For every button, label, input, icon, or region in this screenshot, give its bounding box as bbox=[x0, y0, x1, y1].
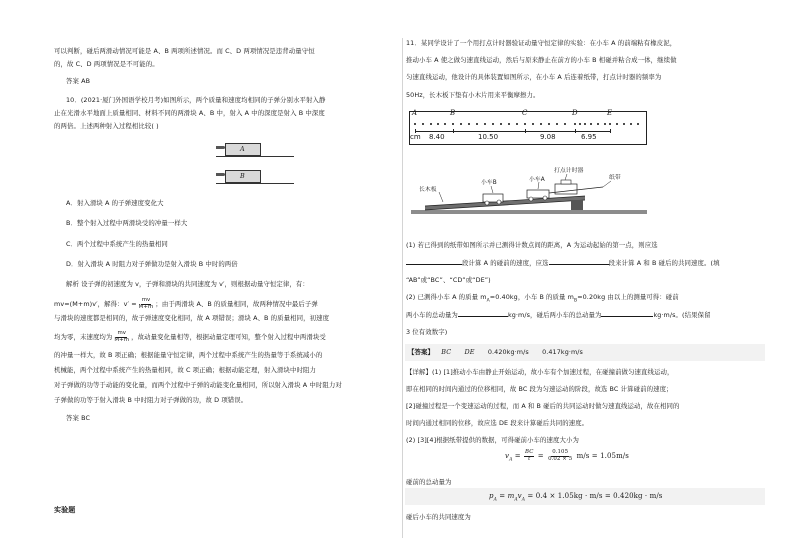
tape-dot bbox=[414, 123, 416, 125]
eq-text: = m bbox=[496, 492, 515, 500]
tape-bracket bbox=[415, 131, 610, 132]
question-text: 两小车的总动量为 bbox=[406, 311, 458, 319]
solution-line: 子弹做的功等于射入滑块 B 中时阻力对子弹做的功，故 D 项错误。 bbox=[54, 396, 248, 404]
eq-sign: = bbox=[514, 452, 521, 461]
question-text: kg·m/s。(结果保留 bbox=[653, 311, 711, 319]
answer-line: 答案 BC bbox=[66, 414, 91, 422]
tape-label-e: E bbox=[607, 109, 613, 117]
question-line: 止在光滑水平地面上质量相同、材料不同的两滑块 A、B 中，射入 A 中的深度是射入 B 中深度 bbox=[54, 109, 325, 117]
question-line: 50Hz，长木板下垫有小木片用来平衡摩擦力。 bbox=[406, 91, 540, 99]
tape-dot bbox=[630, 123, 632, 125]
tape-dot bbox=[508, 123, 510, 125]
detail-line: 即在相同的时间内通过的位移相同，故 BC 段为匀速运动的阶段，故选 BC 计算碰前的速度； bbox=[406, 385, 673, 393]
tape-dot bbox=[597, 123, 599, 125]
fraction-den: t bbox=[528, 455, 531, 462]
fraction-num: mv bbox=[141, 297, 151, 303]
subscript: B bbox=[574, 298, 578, 304]
tape-dot bbox=[540, 123, 542, 125]
eq-rest: m/s = 1.05m/s bbox=[576, 452, 629, 461]
question-line: 匀速直线运动，他设计的具体装置如图所示，在小车 A 后连着纸带，打点计时器的频率为 bbox=[406, 73, 662, 81]
tape-dot bbox=[609, 123, 611, 125]
answer-2: DE bbox=[464, 348, 475, 356]
solution-line: 解析 设子弹的初速度为 v，子弹和滑块的共同速度为 v′，则根据动量守恒定律，有： bbox=[66, 280, 309, 288]
tape-dot bbox=[524, 123, 526, 125]
apparatus-diagram bbox=[405, 160, 655, 220]
solution-text: ，故动量变化量相等，根据动量定理可知，整个射入过程中两滑块受 bbox=[131, 333, 326, 342]
answer-blank-3[interactable] bbox=[458, 316, 508, 317]
tape-dot bbox=[532, 123, 534, 125]
fraction bbox=[524, 450, 534, 462]
fraction-num: BC bbox=[525, 449, 534, 455]
question-text: 段计算 A 的碰前的速度，应选 bbox=[462, 259, 549, 267]
detail-line: (2) [3][4]根据纸带提供的数据，可得碰前小车的速度大小为 bbox=[406, 436, 579, 444]
tape-label-a: A bbox=[412, 109, 418, 117]
ground-line bbox=[216, 156, 294, 157]
eq-symbol: v bbox=[505, 452, 510, 461]
tape-segment-bc: 10.50 bbox=[478, 133, 499, 141]
tape-dot bbox=[637, 123, 639, 125]
answer-tag: 【答案】 bbox=[408, 348, 434, 356]
question-line: 推动小车 A 使之做匀速直线运动，然后与原来静止在前方的小车 B 相碰并粘合成一体，继续做 bbox=[406, 56, 677, 64]
block-b-label: B bbox=[240, 172, 245, 180]
question-line: “AB”或“BC”、“CD”或“DE”) bbox=[406, 276, 491, 284]
tape-label-d: D bbox=[572, 109, 578, 117]
tape-dot bbox=[616, 123, 618, 125]
tape-dot bbox=[516, 123, 518, 125]
column-divider bbox=[402, 38, 403, 538]
answer-4: 0.417kg·m/s bbox=[542, 348, 583, 356]
question-text: 段来计算 A 和 B 碰后的共同速度。(填 bbox=[608, 259, 720, 267]
tape-dot bbox=[584, 123, 586, 125]
tape-dot bbox=[444, 123, 446, 125]
fraction-den: M+m bbox=[114, 336, 130, 343]
answer-blank-4[interactable] bbox=[601, 316, 653, 317]
tape-dot bbox=[604, 123, 606, 125]
tape-segment-cd: 9.08 bbox=[540, 133, 556, 141]
question-line: 3 位有效数字) bbox=[406, 328, 448, 336]
solution-text: 均为零，末速度均为 bbox=[54, 333, 113, 342]
solution-line bbox=[54, 298, 318, 310]
tape-dot bbox=[492, 123, 494, 125]
tape-label: 纸带 bbox=[609, 175, 621, 181]
fraction-num: 0.105 bbox=[552, 449, 569, 455]
answer-3: 0.420kg·m/s bbox=[487, 348, 529, 356]
text-line: 的，故 C、D 两项情况是不可能的。 bbox=[54, 60, 159, 68]
eq-subscript: A bbox=[514, 497, 518, 503]
tape-dot bbox=[548, 123, 550, 125]
fraction bbox=[547, 450, 573, 462]
eq-symbol: p bbox=[489, 492, 494, 500]
left-column bbox=[40, 0, 400, 560]
tape-dot bbox=[422, 123, 424, 125]
tape-dot bbox=[452, 123, 454, 125]
eq-subscript: A bbox=[493, 497, 497, 503]
fraction-num: mv bbox=[117, 330, 127, 336]
section-heading: 实验题 bbox=[54, 506, 76, 514]
ground-line bbox=[216, 183, 294, 184]
tape-dot bbox=[590, 123, 592, 125]
tape-dot bbox=[556, 123, 558, 125]
tape-dot bbox=[437, 123, 439, 125]
tape-dot bbox=[574, 123, 576, 125]
question-text: =0.40kg，小车 B 的质量 m bbox=[489, 293, 574, 301]
question-line bbox=[406, 294, 679, 304]
text-line: 可以判断，碰后两滑动情况可能是 A、B 两项所述情况。而 C、D 两项情况是违背动量守恒 bbox=[54, 47, 315, 55]
tape-tick bbox=[610, 129, 611, 133]
question-line: 10．(2021·厦门外国语学校月考)如图所示，两个质量和速度均相同的子弹分别水平射入静 bbox=[66, 96, 326, 104]
detail-line: 碰后小车的共同速度为 bbox=[406, 513, 471, 521]
tape-dot bbox=[476, 123, 478, 125]
tape-dot bbox=[430, 123, 432, 125]
question-text: kg·m/s，碰后两小车的总动量为 bbox=[507, 311, 602, 319]
subscript: A bbox=[486, 298, 490, 304]
question-line bbox=[406, 260, 720, 266]
option-c: C．两个过程中系统产生的热量相同 bbox=[66, 240, 168, 248]
option-b: B．整个射入过程中两滑块受的冲量一样大 bbox=[66, 219, 188, 227]
detail-line: [2]碰撞过程是一个变速运动的过程，而 A 和 B 碰后的共同运动时做匀速直线运动，故在相同的 bbox=[406, 402, 680, 410]
bullet-block-figure bbox=[216, 141, 296, 191]
eq-rest: = 0.4 × 1.05kg · m/s = 0.420kg · m/s bbox=[525, 492, 663, 500]
question-line: 11．某同学设计了一个用打点计时器验证动量守恒定律的实验：在小车 A 的前端粘有橡皮泥， bbox=[406, 39, 677, 47]
fraction bbox=[113, 331, 130, 343]
fraction bbox=[138, 298, 155, 310]
bullet-icon bbox=[216, 146, 225, 149]
right-column bbox=[405, 0, 765, 560]
solution-text: ；由于两滑块 A、B 的质量相同，故两种情况中最后子弹 bbox=[155, 300, 318, 309]
eq-subscript: A bbox=[509, 457, 513, 463]
detail-line: 【详解】(1) [1]推动小车由静止开始运动，故小车有个加速过程，在碰撞前做匀速直线运动， bbox=[406, 368, 674, 376]
tape-unit: cm bbox=[410, 133, 421, 141]
solution-line: 对子弹做的功等于动能的变化量，而两个过程中子弹的动能变化量相同，所以射入滑块 A 中时阻力对 bbox=[54, 381, 342, 389]
option-d: D．射入滑块 A 时阻力对子弹做功是射入滑块 B 中时的两倍 bbox=[66, 260, 238, 268]
timer-label: 打点计时器 bbox=[554, 168, 584, 174]
detail-line: 时间内通过相同的位移，故应选 DE 段来计算碰后共同的速度。 bbox=[406, 419, 589, 427]
tape-dot bbox=[468, 123, 470, 125]
question-text: (2) 已测得小车 A 的质量 m bbox=[406, 293, 487, 301]
tape-dot bbox=[564, 123, 566, 125]
tape-segment-ab: 8.40 bbox=[429, 133, 445, 141]
tape-dot bbox=[500, 123, 502, 125]
eq-sign: = bbox=[537, 452, 544, 461]
question-line: (1) 若已得到的纸带如图所示并已测得计数点间的距离，A 为运动起始的第一点，则应选 bbox=[406, 241, 658, 249]
velocity-equation bbox=[505, 450, 629, 463]
bullet-icon bbox=[216, 173, 225, 176]
answer-blank-2[interactable] bbox=[549, 264, 609, 265]
tape-dot bbox=[484, 123, 486, 125]
eq-symbol: v bbox=[517, 492, 522, 500]
solution-text: mv=(M+m)v′，解得：v′ = bbox=[54, 300, 137, 309]
tape-label-c: C bbox=[522, 109, 528, 117]
solution-line: 的冲量一样大，故 B 项正确；根据能量守恒定律，两个过程中系统产生的热量等于系统减小的 bbox=[54, 351, 323, 359]
detail-line: 碰前的总动量为 bbox=[406, 478, 452, 486]
option-a: A．射入滑块 A 的子弹速度变化大 bbox=[66, 199, 164, 207]
tape-dot bbox=[460, 123, 462, 125]
question-text: =0.20kg 由以上的测量可得：碰前 bbox=[577, 293, 679, 301]
block-a-label: A bbox=[240, 145, 245, 153]
answer-line: 答案 AB bbox=[66, 77, 91, 85]
answer-1: BC bbox=[441, 348, 452, 356]
cart-a-label: 小车A bbox=[529, 177, 545, 183]
tape-dot bbox=[623, 123, 625, 125]
solution-line: 与滑块的速度都是相同的，故子弹速度变化相同，故 A 项错误；滑块 A、B 的质量相同，初速度 bbox=[54, 314, 330, 322]
fraction-den: M+m bbox=[138, 303, 154, 310]
solution-line bbox=[54, 331, 326, 343]
question-line: 的两倍。上述两种射入过程相比较( ) bbox=[54, 122, 159, 130]
answer-line bbox=[408, 349, 583, 355]
solution-line: 机械能，两个过程中系统产生的热量相同，故 C 项正确；根据动能定理，射入滑块中时阻力 bbox=[54, 366, 316, 374]
fraction-den: 0.02 × 5 bbox=[548, 455, 573, 462]
eq-subscript: A bbox=[521, 497, 526, 503]
cart-b-label: 小车B bbox=[481, 180, 497, 186]
momentum-equation bbox=[489, 493, 662, 503]
tape-dot bbox=[579, 123, 581, 125]
board-label: 长木板 bbox=[419, 187, 437, 193]
tape-label-b: B bbox=[450, 109, 456, 117]
tape-segment-de: 6.95 bbox=[581, 133, 597, 141]
question-line bbox=[406, 312, 711, 318]
answer-blank-1[interactable] bbox=[406, 264, 462, 265]
